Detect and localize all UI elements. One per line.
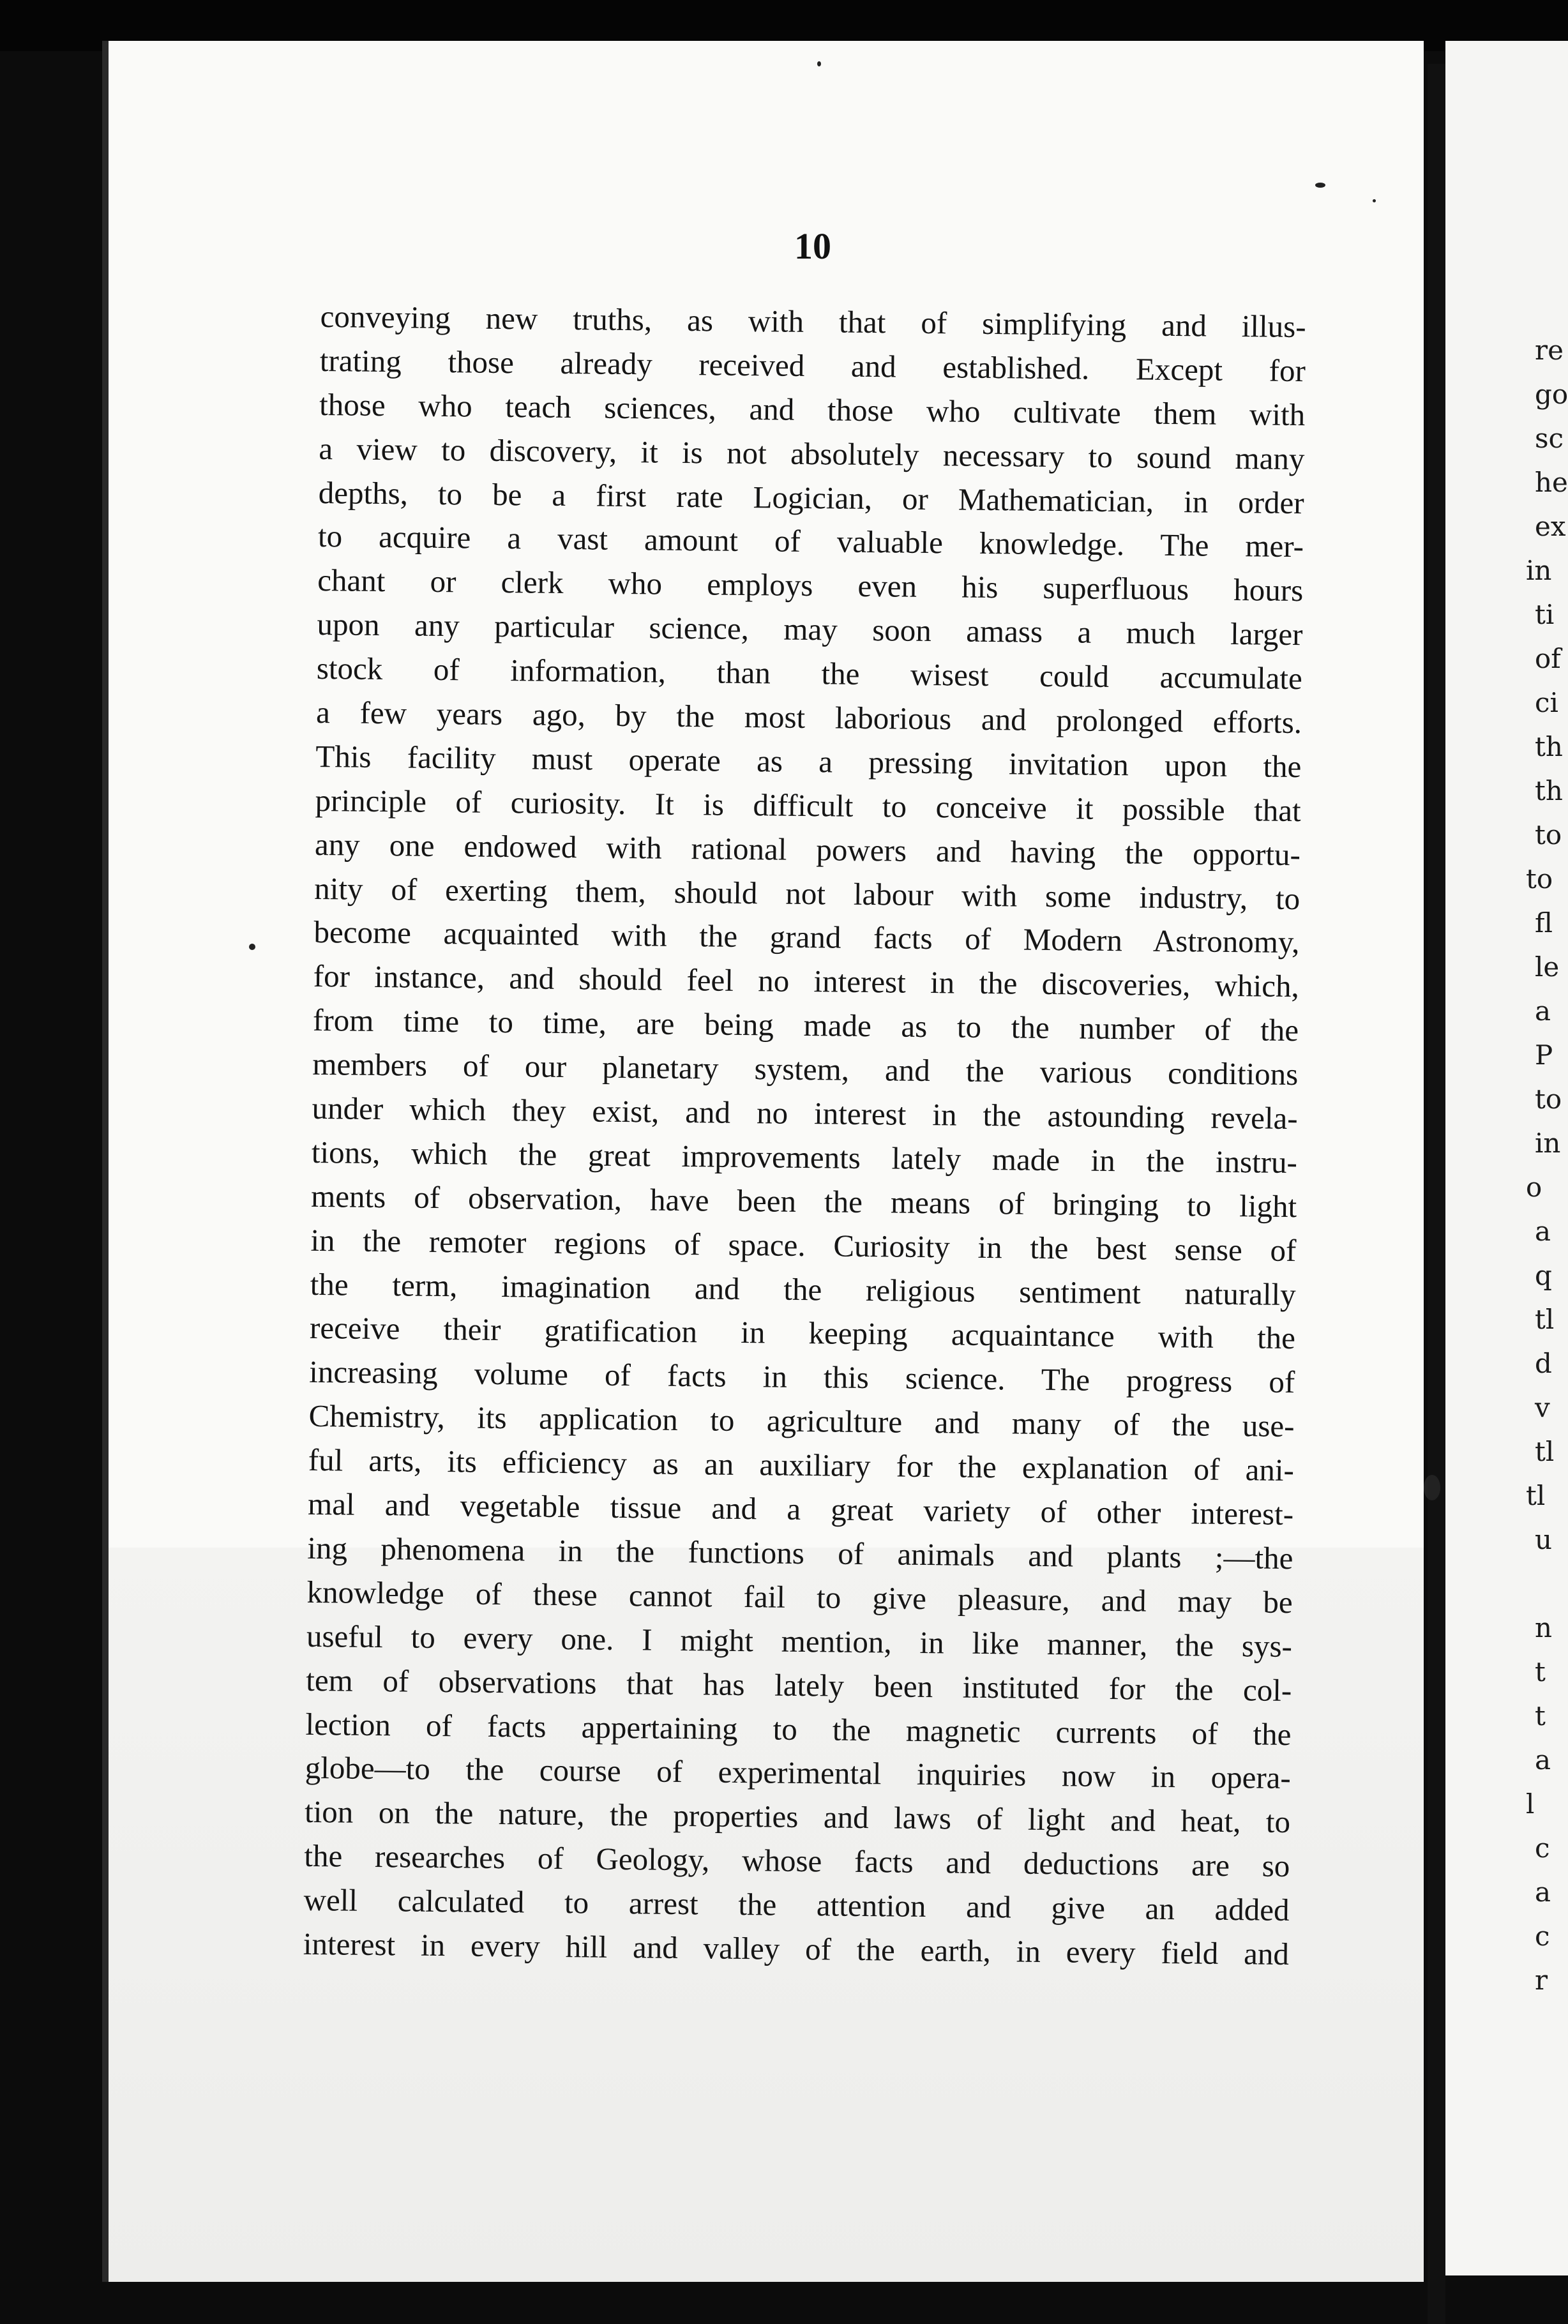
facing-page-text-fragment: ti	[1535, 599, 1555, 630]
text-line: principle of curiosity. It is difficult to conceive it possible that	[315, 782, 1301, 828]
text-line: stock of information, than the wisest could accumulate	[316, 651, 1303, 697]
text-line: tions, which the great improvements lately made in the instru-	[311, 1134, 1298, 1181]
text-line: well calculated to arrest the attention and give an added	[303, 1882, 1290, 1928]
facing-page-text-fragment: go	[1535, 379, 1568, 410]
facing-page-text-fragment: n	[1535, 1612, 1553, 1643]
facing-page-text-fragment: to	[1535, 1083, 1562, 1115]
text-line: any one endowed with rational powers and having the opportu-	[314, 826, 1301, 872]
text-line: under which they exist, and no interest in the astounding revela-	[312, 1090, 1298, 1136]
facing-page-text-fragment: fl	[1535, 907, 1553, 939]
text-line: nity of exerting them, should not labour with some industry, to	[313, 870, 1300, 916]
facing-page-text-fragment: a	[1535, 1744, 1551, 1776]
text-line: from time to time, are being made as to the number of the	[312, 1002, 1299, 1048]
facing-page-fragment	[1445, 41, 1568, 2275]
facing-page-text-fragment: tl	[1526, 1480, 1546, 1511]
text-line: ing phenomena in the functions of animals and plants ;—the	[307, 1530, 1293, 1576]
scan-speck	[1315, 183, 1325, 188]
facing-page-text-fragment: o	[1526, 1172, 1542, 1203]
facing-page-text-fragment: t	[1535, 1700, 1546, 1732]
text-line: trating those already received and established. Except for	[319, 342, 1306, 389]
text-line: increasing volume of facts in this science. The progress of	[309, 1354, 1295, 1400]
text-line: become acquainted with the grand facts of Modern Astronomy,	[313, 914, 1300, 960]
facing-page-text-fragment: of	[1535, 643, 1561, 674]
text-line: upon any particular science, may soon amass a much larger	[317, 607, 1303, 653]
facing-page-text-fragment: in	[1535, 1128, 1561, 1159]
facing-page-text-fragment: d	[1535, 1348, 1552, 1379]
text-line: knowledge of these cannot fail to give pleasure, and may be	[306, 1574, 1293, 1620]
facing-page-text-fragment: in	[1526, 555, 1552, 586]
text-line: tion on the nature, the properties and laws of light and heat, to	[304, 1794, 1291, 1840]
text-line: tem of observations that has lately been instituted for the col-	[305, 1662, 1292, 1708]
text-line: globe—to the course of experimental inquiries now in opera-	[305, 1750, 1292, 1796]
scan-speck	[1373, 199, 1376, 202]
text-line: a view to discovery, it is not absolutely necessary to sound many	[319, 430, 1305, 476]
facing-page-text-fragment: a	[1535, 995, 1551, 1027]
scan-speck	[817, 61, 821, 66]
text-line: conveying new truths, as with that of simplifying and illus-	[320, 298, 1306, 345]
page-number: 10	[794, 225, 831, 267]
text-line: for instance, and should feel no interest in the discoveries, which,	[313, 958, 1300, 1004]
facing-page-text-fragment: th	[1535, 731, 1563, 762]
text-line: those who teach sciences, and those who cultivate them with	[319, 386, 1306, 432]
scan-speck	[249, 944, 255, 950]
text-line: receive their gratification in keeping acquaintance with the	[309, 1310, 1296, 1356]
text-line: mal and vegetable tissue and a great variety of other interest-	[307, 1486, 1294, 1532]
facing-page-text-fragment: to	[1526, 863, 1553, 894]
text-line: the researches of Geology, whose facts and deductions are so	[304, 1838, 1290, 1884]
facing-page-text-fragment: sc	[1535, 423, 1564, 454]
facing-page-text-fragment: he	[1535, 467, 1568, 498]
text-line: the term, imagination and the religious sentiment naturally	[310, 1266, 1296, 1312]
facing-page-text-fragment: th	[1535, 775, 1563, 806]
text-line: a few years ago, by the most laborious and prolonged efforts.	[315, 694, 1302, 741]
text-line: chant or clerk who employs even his superfluous hours	[317, 562, 1304, 608]
text-line: This facility must operate as a pressing invitation upon the	[315, 738, 1302, 785]
facing-page-text-fragment: q	[1535, 1260, 1552, 1291]
facing-page-text-fragment: u	[1535, 1524, 1553, 1555]
facing-page-text-fragment: a	[1535, 1216, 1551, 1247]
scan-speck	[1424, 1475, 1440, 1500]
facing-page-text-fragment: ci	[1535, 687, 1558, 718]
facing-page-text-fragment: v	[1535, 1392, 1550, 1423]
facing-page-text-fragment: le	[1535, 951, 1560, 983]
facing-page-text-fragment: a	[1535, 1876, 1551, 1908]
text-line: in the remoter regions of space. Curiosity in the best sense of	[310, 1222, 1297, 1268]
facing-page-text-fragment: c	[1535, 1920, 1550, 1952]
facing-page-text-fragment: ex	[1535, 511, 1566, 542]
book-gutter	[1428, 64, 1445, 2324]
facing-page-text-fragment: re	[1535, 335, 1564, 366]
text-line: members of our planetary system, and the various conditions	[312, 1046, 1299, 1092]
facing-page-text-fragment: P	[1535, 1039, 1553, 1071]
text-line: interest in every hill and valley of the earth, in every field and	[303, 1926, 1290, 1972]
text-line: ments of observation, have been the means of bringing to light	[310, 1178, 1297, 1224]
facing-page-text-fragment: r	[1535, 1965, 1548, 1996]
text-line: Chemistry, its application to agriculture and many of the use-	[308, 1398, 1295, 1444]
facing-page-text-fragment: to	[1535, 819, 1562, 850]
body-text	[303, 295, 1306, 1977]
facing-page-text-fragment: t	[1535, 1656, 1546, 1687]
facing-page-text-fragment: c	[1535, 1832, 1550, 1864]
text-line: lection of facts appertaining to the magnetic currents of the	[305, 1706, 1292, 1752]
facing-page-text-fragment: tl	[1535, 1304, 1555, 1335]
text-line: depths, to be a first rate Logician, or Mathematician, in order	[318, 474, 1304, 520]
text-line: ful arts, its efficiency as an auxiliary for the explanation of ani-	[308, 1442, 1295, 1488]
facing-page-text-fragment: tl	[1535, 1436, 1555, 1467]
text-line: to acquire a vast amount of valuable knowledge. The mer-	[317, 518, 1304, 564]
facing-page-text-fragment: l	[1526, 1788, 1535, 1820]
text-line: useful to every one. I might mention, in like manner, the sys-	[306, 1618, 1293, 1664]
